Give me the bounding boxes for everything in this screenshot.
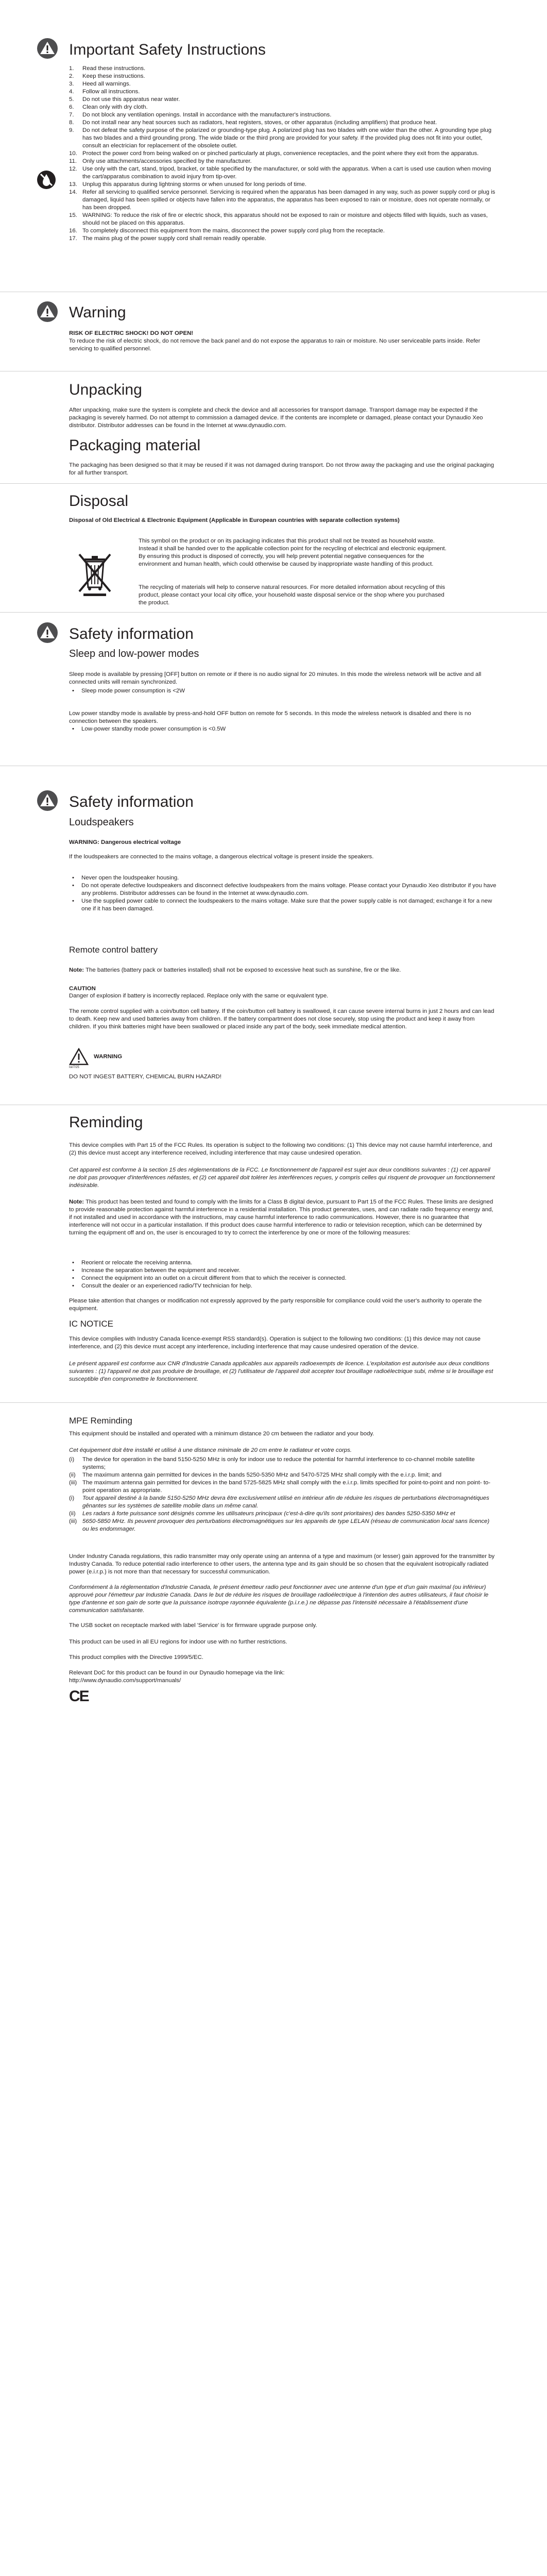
ce-mark: CE <box>69 1688 89 1705</box>
no-water-icon <box>36 170 57 190</box>
warning-icon <box>36 38 59 59</box>
caution-text: Danger of explosion if battery is incorrectly replaced. Replace only with the same or equivalent type. <box>69 993 329 999</box>
list-item: • Never open the loudspeaker housing. <box>72 875 179 881</box>
fcc-text: This device complies with Part 15 of the FCC Rules. Its operation is subject to the following two conditions: (1) This device may not cause harmful interference, and (2) this device must accept any interference received, including interference that may cause undesired operation. <box>69 1142 492 1156</box>
list-item: • Use the supplied power cable to connect the loudspeakers to the mains voltage. Make sure that the power supply cable is not damaged; exchange it for a new one if it has been damaged. <box>72 898 492 912</box>
eu-text: This product can be used in all EU regions for indoor use with no further restrictions. <box>69 1639 287 1645</box>
section-title: Safety information <box>69 793 194 810</box>
list-item: • Low-power standby mode power consumption is <0.5W <box>72 726 226 732</box>
crossed-bin-icon <box>75 551 114 597</box>
antenna-text-fr: Conformément à la réglementation d'Industrie Canada, le présent émetteur radio peut fonctionner avec une antenne d'un type et d'un gain maximal (ou inférieur) approuvé pour l'émetteur par Industrie Canada. Dans le but de réduire les risques de brouillage radioélectrique à l'intention des autres utilisateurs, il faut choisir le type d'antenne et son gain de sorte que la puissance isotrope rayonnée équivalente (p.i.r.e.) ne dépasse pas l'intensité nécessaire à l'établissement d'une communication satisfaisante. <box>69 1584 489 1614</box>
mpe-text-fr: Cet équipement doit être installé et utilisé à une distance minimale de 20 cm entre le radiateur et votre corps. <box>69 1447 352 1453</box>
standby-text: Low power standby mode is available by press-and-hold OFF button on remote for 5 seconds. In this mode the wireless network is disabled and there is no connection between the speakers. <box>69 710 471 724</box>
list-item: 3. Heed all warnings. <box>69 81 131 87</box>
list-item: 16. To completely disconnect this equipment from the mains, disconnect the power supply cord plug from the receptacle. <box>69 228 385 234</box>
section-title: Important Safety Instructions <box>69 41 266 58</box>
bullet-list <box>69 725 497 733</box>
list-item: 9. Do not defeat the safety purpose of the polarized or grounding-type plug. A polarized plug has two blades with one wider than the other. A grounding type plug has two blades and a third grounding prong. The wide blade or the third prong are provided for your safety. If the provided plug does not fit into your outlet, consult an electrician for replacement of the obsolete outlet. <box>69 127 492 149</box>
list-item: 11. Only use attachments/accessories specified by the manufacturer. <box>69 158 252 164</box>
list-item: • Increase the separation between the equipment and receiver. <box>72 1267 241 1274</box>
warning-icon <box>36 622 59 643</box>
list-item: 8. Do not install near any heat sources such as radiators, heat registers, stoves, or other apparatus (including amplifiers) that produce heat. <box>69 120 437 126</box>
antenna-text: Under Industry Canada regulations, this radio transmitter may only operate using an antenna of a type and maximum (or lesser) gain approved for the transmitter by Industry Canada. To reduce potential radio interference to other users, the antenna type and its gain should be so chosen that the equivalent isotropically radiated power (e.i.r.p.) is not more than that necessary for successful communication. <box>69 1553 495 1575</box>
section-title: Unpacking <box>69 381 142 398</box>
mpe-text: This equipment should be installed and operated with a minimum distance 20 cm between the radiator and your body. <box>69 1431 374 1437</box>
disposal-heading: Disposal of Old Electrical & Electronic Equipment (Applicable in European countries with separate collection systems) <box>69 517 400 523</box>
list-item: (i) The device for operation in the band 5150-5250 MHz is only for indoor use to reduce the potential for harmful interference to co-channel mobile satellite systems; <box>69 1456 475 1470</box>
divider <box>0 1402 547 1403</box>
usb-text: The USB socket on receptacle marked with label 'Service' is for firmware upgrade purpose only. <box>69 1622 317 1629</box>
bullet-list <box>69 687 497 695</box>
list-item: 13. Unplug this apparatus during lightning storms or when unused for long periods of time. <box>69 181 306 188</box>
list-item: (iii) 5650-5850 MHz. Ils peuvent provoquer des perturbations électromagnétiques sur les appareils de type LELAN (réseau de communication local sans licence) ou les endommager. <box>69 1518 490 1532</box>
sleep-text: Sleep mode is available by pressing [OFF] button on remote or if there is no audio signal for 20 minutes. In this mode the wireless network will be active and all connected units will remain synchronized. <box>69 671 482 685</box>
safety-list <box>69 65 497 243</box>
battery-text: The remote control supplied with a coin/button cell battery. If the coin/button cell battery is swallowed, it can cause severe internal burns in just 2 hours and can lead to death. Keep new and used batteries away from children. If the battery compartment does not close securely, stop using the product and keep it away from children. If you think batteries might have been swallowed or placed inside any part of the body, seek immediate medical attention. <box>69 1008 494 1030</box>
section-subtitle: Sleep and low-power modes <box>69 648 199 659</box>
list-item: • Connect the equipment into an outlet on a circuit different from that to which the receiver is connected. <box>72 1275 347 1281</box>
ic-title: IC NOTICE <box>69 1319 113 1329</box>
section-subtitle: Loudspeakers <box>69 817 134 828</box>
disposal-text: This symbol on the product or on its packaging indicates that this product shall not be treated as household waste. Instead it shall be handed over to the applicable collection point for the recycling of electrical and electronic equipment. By ensuring this product is disposed of correctly, you will help prevent potential negative consequences for the environment and human health, which could otherwise be caused by inappropriate waste handling of this product. <box>139 538 447 567</box>
ic-text-fr: Le présent appareil est conforme aux CNR d'Industrie Canada applicables aux appareils radioexempts de licence. L'exploitation est autorisée aux deux conditions suivantes : (1) l'appareil ne doit pas produire de brouillage, et (2) l'utilisateur de l'appareil doit accepter tout brouillage radioélectrique subi, même si le brouillage est susceptible d'en compromettre le fonctionnement. <box>69 1361 493 1382</box>
directive-text: This product complies with the Directive 1999/5/EC. <box>69 1654 203 1660</box>
divider <box>0 483 547 484</box>
bullet-list <box>69 874 497 913</box>
section-title: Warning <box>69 304 126 321</box>
disposal-text: The recycling of materials will help to conserve natural resources. For more detailed information about recycling of this product, please contact your local city office, your household waste disposal service or the shop where you purchased the product. <box>139 584 446 606</box>
list-item: 17. The mains plug of the power supply cord shall remain readily operable. <box>69 235 267 242</box>
danger-text: If the loudspeakers are connected to the mains voltage, a dangerous electrical voltage is present inside the speakers. <box>69 854 374 860</box>
warning-text: To reduce the risk of electric shock, do not remove the back panel and do not expose the apparatus to rain or moisture. No user serviceable parts inside. Refer servicing to qualified personnel. <box>69 338 481 352</box>
list-item: 14. Refer all servicing to qualified service personnel. Servicing is required when the apparatus has been damaged in any way, such as power supply cord or plug is damaged, liquid has been spilled or objects have fallen into the apparatus, the apparatus has been exposed to rain or moisture, does not operate normally, or has been dropped. <box>69 189 495 211</box>
list-item: 2. Keep these instructions. <box>69 73 145 79</box>
mpe-list <box>69 1456 497 1533</box>
list-item: 6. Clean only with dry cloth. <box>69 104 148 110</box>
compliance-text: Please take attention that changes or modification not expressly approved by the party responsible for compliance could void the user's authority to operate the equipment. <box>69 1298 482 1312</box>
list-item: 4. Follow all instructions. <box>69 89 140 95</box>
symbol-code: Ioi/7/25 <box>69 1066 79 1069</box>
list-item: • Consult the dealer or an experienced radio/TV technician for help. <box>72 1283 252 1289</box>
packaging-text: The packaging has been designed so that it may be reused if it was not damaged during transport. Do not throw away the packaging and use the original packaging for all further transport. <box>69 462 494 476</box>
warning-icon <box>36 301 59 322</box>
mpe-title: MPE Reminding <box>69 1416 132 1426</box>
divider <box>0 612 547 613</box>
warning-label: WARNING <box>94 1054 123 1060</box>
battery-note: Note: The batteries (battery pack or batteries installed) shall not be exposed to excessive heat such as sunshine, fire or the like. <box>69 967 401 973</box>
ic-text: This device complies with Industry Canada licence-exempt RSS standard(s). Operation is subject to the following two conditions: (1) this device may not cause interference, and (2) this device must accept any interference, including interference that may cause undesired operation of the device. <box>69 1336 481 1350</box>
list-item: 1. Read these instructions. <box>69 65 146 72</box>
doc-text: Relevant DoC for this product can be found in our Dynaudio homepage via the link: <box>69 1670 285 1676</box>
list-item: (ii) Les radars à forte puissance sont désignés comme les utilisateurs principaux (c'est-à-dire qu'ils sont prioritaires) des bandes 5250-5350 MHz et <box>69 1511 455 1517</box>
list-item: • Do not operate defective loudspeakers and disconnect defective loudspeakers from the mains voltage. Please contact your Dynaudio Xeo distributor if you have any problems. Distributor addresses can be found in the Internet at www.dynaudio.com. <box>72 883 497 896</box>
caution-label: CAUTION <box>69 986 96 992</box>
unpacking-text: After unpacking, make sure the system is complete and check the device and all accessories for transport damage. Transport damage may be expected if the packaging is severely harmed. Do not attempt to commission a damaged device. If the contents are incomplete or damaged, please contact your Dynaudio Xeo distributor. Distributor addresses can be found in the Internet at www.dynaudio.com. <box>69 407 483 429</box>
list-item: 5. Do not use this apparatus near water. <box>69 96 180 103</box>
warning-icon <box>36 790 59 811</box>
list-item: 15. WARNING: To reduce the risk of fire or electric shock, this apparatus should not be exposed to rain or moisture and objects filled with liquids, such as vases, should not be placed on this apparatus. <box>69 212 488 226</box>
remote-subtitle: Remote control battery <box>69 945 158 955</box>
list-item: (iii) The maximum antenna gain permitted for devices in the band 5725-5825 MHz shall comply with the e.i.r.p. limits specified for point-to-point and non point- to-point operation as appropriate. <box>69 1480 491 1494</box>
list-item: • Reorient or relocate the receiving antenna. <box>72 1260 193 1266</box>
doc-link[interactable]: http://www.dynaudio.com/support/manuals/ <box>69 1677 181 1684</box>
ingest-warning: DO NOT INGEST BATTERY, CHEMICAL BURN HAZARD! <box>69 1074 221 1080</box>
section-title: Safety information <box>69 625 194 642</box>
section-title: Packaging material <box>69 437 201 454</box>
list-item: (ii) The maximum antenna gain permitted for devices in the bands 5250-5350 MHz and 5470-5725 MHz shall comply with the e.i.r.p. limit; and <box>69 1472 442 1478</box>
section-title: Disposal <box>69 493 129 510</box>
list-item: 7. Do not block any ventilation openings. Install in accordance with the manufacturer's instructions. <box>69 112 332 118</box>
fcc-text-fr: Cet appareil est conforme à la section 15 des réglementations de la FCC. Le fonctionnement de l'appareil est sujet aux deux conditions suivantes : (1) cet appareil ne doit pas provoquer d'interférences néfastes, et (2) cet appareil doit tolérer les interférences reçues, y compris celles qui risquent de provoquer un fonctionnement indésirable. <box>69 1167 495 1189</box>
class-b-text: Note: This product has been tested and found to comply with the limits for a Class B digital device, pursuant to Part 15 of the FCC Rules. These limits are designed to provide reasonable protection against harmful interference in a residential installation. This product generates, uses, and can radiate radio frequency energy and, if not installed and used in accordance with the instructions, may cause harmful interference to radio communications. However, there is no guarantee that interference will not occur in a particular installation. If this product does cause harmful interference to radio or television reception, which can be determined by turning the equipment off and on, the user is encouraged to try to correct the interference by one or more of the following measures: <box>69 1199 493 1236</box>
bullet-list <box>69 1259 497 1290</box>
danger-heading: WARNING: Dangerous electrical voltage <box>69 839 181 845</box>
warning-triangle-icon <box>69 1048 89 1065</box>
section-title: Reminding <box>69 1114 143 1131</box>
list-item: 10. Protect the power cord from being walked on or pinched particularly at plugs, convenience receptacles, and the point where they exit from the apparatus. <box>69 150 479 157</box>
list-item: 12. Use only with the cart, stand, tripod, bracket, or table specified by the manufacturer, or sold with the apparatus. When a cart is used use caution when moving the cart/apparatus combination to avoid injury from tip-over. <box>69 166 491 180</box>
list-item: (i) Tout appareil destiné à la bande 5150-5250 MHz devra être exclusivement utilisé en intérieur afin de réduire les risques de perturbations électromagnétiques gênantes sur les systèmes de satellite mobile dans un même canal. <box>69 1495 489 1509</box>
list-item: • Sleep mode power consumption is <2W <box>72 688 185 694</box>
warning-heading: RISK OF ELECTRIC SHOCK! DO NOT OPEN! <box>69 330 194 336</box>
